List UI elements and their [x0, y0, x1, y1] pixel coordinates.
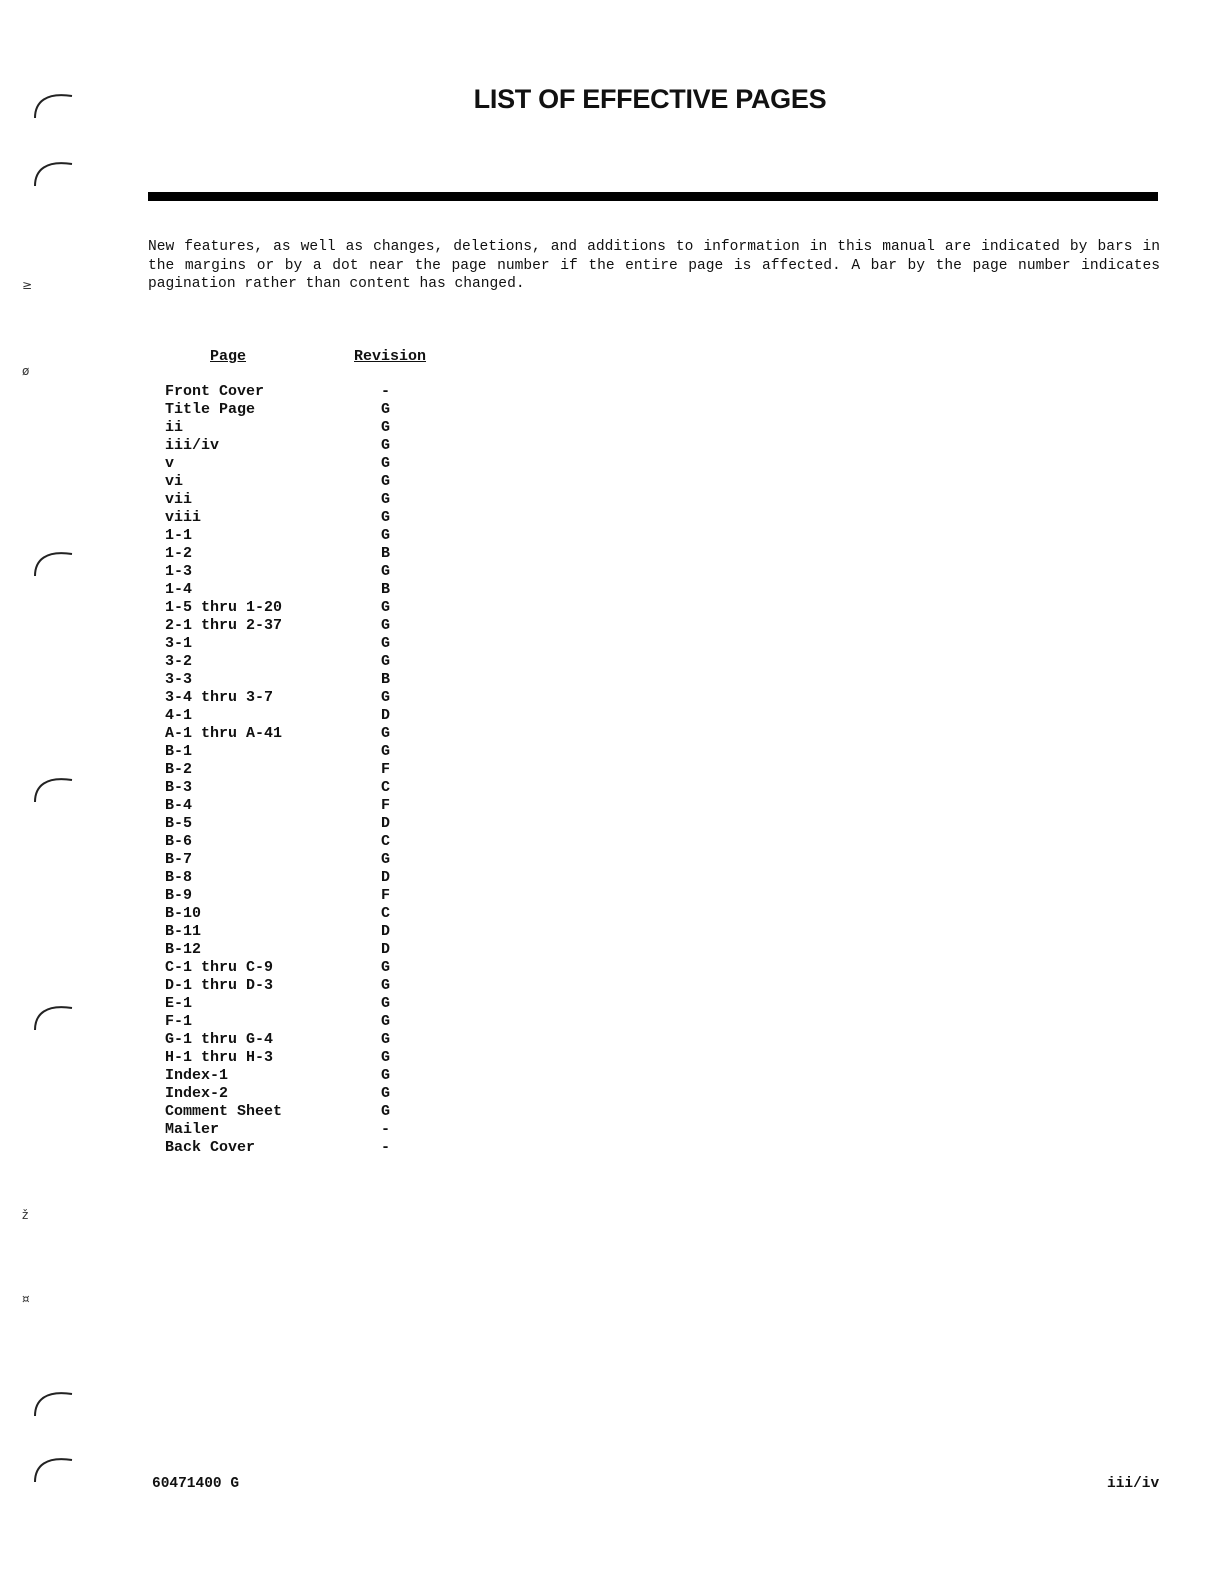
table-row [165, 473, 425, 491]
table-row [165, 941, 425, 959]
table-row [165, 617, 425, 635]
table-row [165, 995, 425, 1013]
revision-cell: G [381, 455, 391, 472]
table-row [165, 671, 425, 689]
table-row [165, 1031, 425, 1049]
page-cell: 2-1 thru 2-37 [165, 617, 283, 634]
revision-cell: G [381, 419, 391, 436]
page-cell: v [165, 455, 175, 472]
revision-cell: G [381, 437, 391, 454]
revision-cell: G [381, 509, 391, 526]
page-cell: F-1 [165, 1013, 193, 1030]
revision-cell: G [381, 689, 391, 706]
page-cell: Index-1 [165, 1067, 229, 1084]
revision-cell: G [381, 1013, 391, 1030]
table-row [165, 383, 425, 401]
revision-cell: G [381, 491, 391, 508]
revision-cell: C [381, 905, 391, 922]
document-number: 60471400 G [152, 1476, 240, 1492]
revision-cell: G [381, 1067, 391, 1084]
table-row [165, 725, 425, 743]
intro-paragraph: New features, as well as changes, deletions, and additions to information in this manual are indicated by bars in the margins or by a dot near the page number if the entire page is affected. A bar by the page number indicates pagination rather than content has changed. [148, 239, 1160, 292]
table-row [165, 977, 425, 995]
table-row [165, 401, 425, 419]
revision-cell: G [381, 995, 391, 1012]
table-row [165, 815, 425, 833]
table-row [165, 545, 425, 563]
table-row [165, 905, 425, 923]
page-cell: B-7 [165, 851, 193, 868]
table-row [165, 491, 425, 509]
revision-cell: G [381, 599, 391, 616]
revision-cell: B [381, 671, 391, 688]
column-header-page: Page [210, 348, 247, 365]
page-cell: B-4 [165, 797, 193, 814]
page-cell: Mailer [165, 1121, 220, 1138]
binder-hole-icon [32, 156, 76, 186]
table-row [165, 743, 425, 761]
table-row [165, 455, 425, 473]
revision-cell: G [381, 653, 391, 670]
table-row [165, 581, 425, 599]
table-row [165, 779, 425, 797]
table-row [165, 869, 425, 887]
table-row [165, 1139, 425, 1157]
revision-cell: F [381, 887, 391, 904]
page-cell: 3-4 thru 3-7 [165, 689, 274, 706]
table-row [165, 761, 425, 779]
revision-cell: B [381, 545, 391, 562]
page-cell: 4-1 [165, 707, 193, 724]
page-cell: iii/iv [165, 437, 220, 454]
page-cell: D-1 thru D-3 [165, 977, 274, 994]
scan-mark-icon: ¤ [22, 1292, 30, 1306]
revision-cell: G [381, 1031, 391, 1048]
revision-cell: G [381, 635, 391, 652]
revision-cell: D [381, 923, 391, 940]
revision-cell: D [381, 707, 391, 724]
table-row [165, 419, 425, 437]
column-header-revision: Revision [354, 348, 427, 365]
revision-cell: - [381, 1121, 391, 1138]
revision-cell: G [381, 959, 391, 976]
revision-cell: F [381, 761, 391, 778]
page-cell: B-9 [165, 887, 193, 904]
table-row [165, 923, 425, 941]
binder-hole-icon [32, 88, 76, 118]
revision-cell: D [381, 815, 391, 832]
title-rule [148, 192, 1158, 201]
effective-pages-table [165, 383, 425, 1157]
page-cell: B-10 [165, 905, 202, 922]
revision-cell: G [381, 851, 391, 868]
page-cell: Front Cover [165, 383, 265, 400]
revision-cell: G [381, 401, 391, 418]
revision-cell: G [381, 527, 391, 544]
page-cell: 1-1 [165, 527, 193, 544]
page-cell: 1-2 [165, 545, 193, 562]
page-cell: Back Cover [165, 1139, 256, 1156]
table-row [165, 851, 425, 869]
revision-cell: G [381, 725, 391, 742]
table-row [165, 1013, 425, 1031]
revision-cell: G [381, 1103, 391, 1120]
page-cell: 1-3 [165, 563, 193, 580]
table-row [165, 833, 425, 851]
page-cell: B-6 [165, 833, 193, 850]
revision-cell: G [381, 563, 391, 580]
scan-mark-icon: ž [22, 1208, 29, 1222]
revision-cell: G [381, 473, 391, 490]
table-row [165, 599, 425, 617]
revision-cell: G [381, 1085, 391, 1102]
page-cell: C-1 thru C-9 [165, 959, 274, 976]
page-title: LIST OF EFFECTIVE PAGES [473, 84, 827, 114]
page-cell: 1-4 [165, 581, 193, 598]
binder-hole-icon [32, 1000, 76, 1030]
page-cell: viii [165, 509, 202, 526]
page-cell: Index-2 [165, 1085, 229, 1102]
page-cell: A-1 thru A-41 [165, 725, 283, 742]
revision-cell: - [381, 383, 391, 400]
revision-cell: D [381, 941, 391, 958]
scan-mark-icon: ø [22, 364, 30, 378]
page-cell: B-3 [165, 779, 193, 796]
page-cell: 3-3 [165, 671, 193, 688]
revision-cell: - [381, 1139, 391, 1156]
revision-cell: G [381, 617, 391, 634]
page-cell: E-1 [165, 995, 193, 1012]
page-cell: H-1 thru H-3 [165, 1049, 274, 1066]
table-row [165, 437, 425, 455]
page-cell: B-11 [165, 923, 202, 940]
table-row [165, 1121, 425, 1139]
binder-hole-icon [32, 772, 76, 802]
table-row [165, 1085, 425, 1103]
table-row [165, 887, 425, 905]
table-row [165, 509, 425, 527]
table-row [165, 563, 425, 581]
table-row [165, 707, 425, 725]
table-row [165, 1103, 425, 1121]
revision-cell: B [381, 581, 391, 598]
table-row [165, 797, 425, 815]
scan-mark-icon: ≥ [22, 278, 33, 292]
page-cell: B-1 [165, 743, 193, 760]
revision-cell: G [381, 743, 391, 760]
page-cell: vi [165, 473, 184, 490]
table-row [165, 653, 425, 671]
page-cell: ii [165, 419, 184, 436]
table-row [165, 689, 425, 707]
page-cell: 1-5 thru 1-20 [165, 599, 283, 616]
binder-hole-icon [32, 1386, 76, 1416]
revision-cell: G [381, 1049, 391, 1066]
page-number: iii/iv [1107, 1476, 1160, 1492]
table-row [165, 959, 425, 977]
table-row [165, 527, 425, 545]
revision-cell: D [381, 869, 391, 886]
page-cell: Title Page [165, 401, 256, 418]
page-cell: B-12 [165, 941, 202, 958]
revision-cell: F [381, 797, 391, 814]
table-row [165, 635, 425, 653]
page-cell: B-2 [165, 761, 193, 778]
revision-cell: G [381, 977, 391, 994]
page-cell: G-1 thru G-4 [165, 1031, 274, 1048]
revision-cell: C [381, 833, 391, 850]
page-cell: vii [165, 491, 193, 508]
page-cell: B-8 [165, 869, 193, 886]
page-cell: 3-2 [165, 653, 193, 670]
binder-hole-icon [32, 546, 76, 576]
table-row [165, 1067, 425, 1085]
page-cell: Comment Sheet [165, 1103, 283, 1120]
page-cell: 3-1 [165, 635, 193, 652]
revision-cell: C [381, 779, 391, 796]
table-row [165, 1049, 425, 1067]
binder-hole-icon [32, 1452, 76, 1482]
page-cell: B-5 [165, 815, 193, 832]
